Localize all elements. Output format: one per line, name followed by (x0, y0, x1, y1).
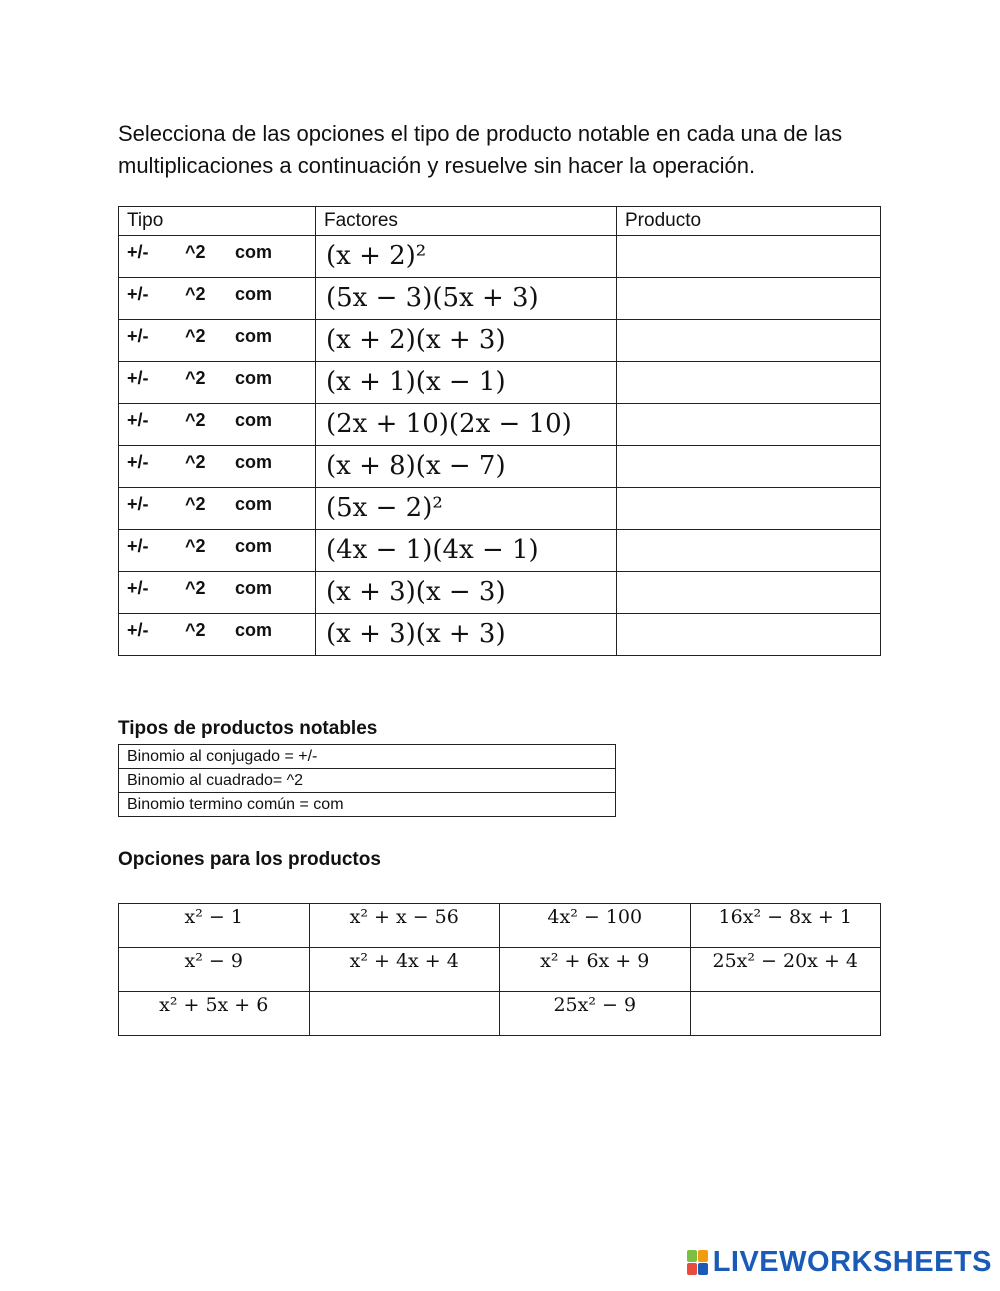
tipo-options (119, 362, 316, 404)
factor-expression: (4x − 1)(4x − 1) (326, 535, 539, 565)
option-comun[interactable]: com (235, 284, 273, 304)
option-cuadrado[interactable]: ^2 (185, 494, 206, 514)
product-answer-input[interactable] (617, 404, 880, 445)
option-conjugado[interactable]: +/- (127, 494, 149, 514)
product-option: x² − 9 (119, 948, 310, 992)
product-option: x² + x − 56 (309, 904, 500, 948)
product-answer-cell[interactable] (617, 236, 881, 278)
product-answer-input[interactable] (617, 320, 880, 361)
factor-cell (316, 362, 617, 404)
options-table (118, 903, 881, 1036)
table-row (119, 278, 881, 320)
tipo-options (119, 236, 316, 278)
factor-expression: (x + 1)(x − 1) (326, 367, 506, 397)
product-option (690, 992, 881, 1036)
tipo-options (119, 404, 316, 446)
product-answer-cell[interactable] (617, 278, 881, 320)
option-conjugado[interactable]: +/- (127, 536, 149, 556)
product-answer-input[interactable] (617, 446, 880, 487)
option-cuadrado[interactable]: ^2 (185, 410, 206, 430)
product-answer-cell[interactable] (617, 488, 881, 530)
factor-expression: (x + 8)(x − 7) (326, 451, 506, 481)
option-conjugado[interactable]: +/- (127, 368, 149, 388)
tipo-options (119, 320, 316, 362)
option-comun[interactable]: com (235, 536, 273, 556)
product-answer-input[interactable] (617, 488, 880, 529)
table-row (119, 572, 881, 614)
product-answer-cell[interactable] (617, 446, 881, 488)
table-row (119, 446, 881, 488)
factor-cell (316, 446, 617, 488)
product-answer-cell[interactable] (617, 404, 881, 446)
tipo-options (119, 446, 316, 488)
option-conjugado[interactable]: +/- (127, 284, 149, 304)
factor-cell (316, 488, 617, 530)
option-conjugado[interactable]: +/- (127, 326, 149, 346)
header-producto: Producto (617, 207, 881, 236)
product-answer-cell[interactable] (617, 572, 881, 614)
product-answer-input[interactable] (617, 530, 880, 571)
header-factores: Factores (316, 207, 617, 236)
product-option: x² + 5x + 6 (119, 992, 310, 1036)
factor-cell (316, 278, 617, 320)
option-conjugado[interactable]: +/- (127, 410, 149, 430)
option-conjugado[interactable]: +/- (127, 452, 149, 472)
type-item-cuadrado: Binomio al cuadrado= ^2 (119, 769, 616, 793)
factor-expression: (x + 3)(x − 3) (326, 577, 506, 607)
option-comun[interactable]: com (235, 410, 273, 430)
option-cuadrado[interactable]: ^2 (185, 368, 206, 388)
table-row (119, 488, 881, 530)
product-answer-input[interactable] (617, 572, 880, 613)
product-answer-cell[interactable] (617, 362, 881, 404)
product-answer-cell[interactable] (617, 530, 881, 572)
option-cuadrado[interactable]: ^2 (185, 536, 206, 556)
option-cuadrado[interactable]: ^2 (185, 620, 206, 640)
options-row (119, 948, 881, 992)
product-option: 25x² − 20x + 4 (690, 948, 881, 992)
logo-badge-icon (687, 1250, 709, 1276)
table-row (119, 614, 881, 656)
options-title: Opciones para los productos (118, 849, 381, 870)
option-comun[interactable]: com (235, 326, 273, 346)
table-row (119, 362, 881, 404)
tipo-options (119, 572, 316, 614)
logo-text: LIVEWORKSHEETS (712, 1246, 992, 1278)
types-table (118, 744, 616, 817)
option-conjugado[interactable]: +/- (127, 620, 149, 640)
table-row (119, 320, 881, 362)
factor-cell (316, 572, 617, 614)
types-title: Tipos de productos notables (118, 718, 378, 739)
product-answer-input[interactable] (617, 278, 880, 319)
product-option: x² + 4x + 4 (309, 948, 500, 992)
product-answer-cell[interactable] (617, 320, 881, 362)
options-row (119, 992, 881, 1036)
option-comun[interactable]: com (235, 452, 273, 472)
table-header-row (119, 207, 881, 236)
type-item-comun: Binomio termino común = com (119, 793, 616, 817)
factor-expression: (x + 2)(x + 3) (326, 325, 506, 355)
exercise-table (118, 206, 881, 656)
product-option: x² + 6x + 9 (500, 948, 691, 992)
product-answer-input[interactable] (617, 362, 880, 403)
factor-cell (316, 530, 617, 572)
option-comun[interactable]: com (235, 620, 273, 640)
instructions: Selecciona de las opciones el tipo de producto notable en cada una de las multiplicaciones a continuación y resuelve sin hacer la operación. (118, 121, 843, 178)
factor-expression: (5x − 2)² (326, 493, 443, 523)
option-comun[interactable]: com (235, 242, 273, 262)
factor-expression: (x + 2)² (326, 241, 427, 271)
table-row (119, 530, 881, 572)
factor-cell (316, 404, 617, 446)
product-option (309, 992, 500, 1036)
tipo-options (119, 530, 316, 572)
product-option: 16x² − 8x + 1 (690, 904, 881, 948)
product-option: 4x² − 100 (500, 904, 691, 948)
factor-cell (316, 236, 617, 278)
factor-cell (316, 320, 617, 362)
factor-expression: (2x + 10)(2x − 10) (326, 409, 572, 439)
factor-cell (316, 614, 617, 656)
option-cuadrado[interactable]: ^2 (185, 452, 206, 472)
tipo-options (119, 614, 316, 656)
product-option: 25x² − 9 (500, 992, 691, 1036)
liveworksheets-logo (687, 1246, 992, 1279)
tipo-options (119, 488, 316, 530)
option-conjugado[interactable]: +/- (127, 578, 149, 598)
factor-expression: (5x − 3)(5x + 3) (326, 283, 539, 313)
option-cuadrado[interactable]: ^2 (185, 326, 206, 346)
product-answer-cell[interactable] (617, 614, 881, 656)
tipo-options (119, 278, 316, 320)
header-tipo: Tipo (119, 207, 316, 236)
table-row (119, 404, 881, 446)
product-option: x² − 1 (119, 904, 310, 948)
type-item-conjugado: Binomio al conjugado = +/- (119, 745, 616, 769)
option-comun[interactable]: com (235, 578, 273, 598)
option-comun[interactable]: com (235, 368, 273, 388)
factor-expression: (x + 3)(x + 3) (326, 619, 506, 649)
options-row (119, 904, 881, 948)
product-answer-input[interactable] (617, 614, 880, 655)
option-comun[interactable]: com (235, 494, 273, 514)
option-conjugado[interactable]: +/- (127, 242, 149, 262)
option-cuadrado[interactable]: ^2 (185, 242, 206, 262)
table-row (119, 236, 881, 278)
option-cuadrado[interactable]: ^2 (185, 284, 206, 304)
option-cuadrado[interactable]: ^2 (185, 578, 206, 598)
product-answer-input[interactable] (617, 236, 880, 277)
